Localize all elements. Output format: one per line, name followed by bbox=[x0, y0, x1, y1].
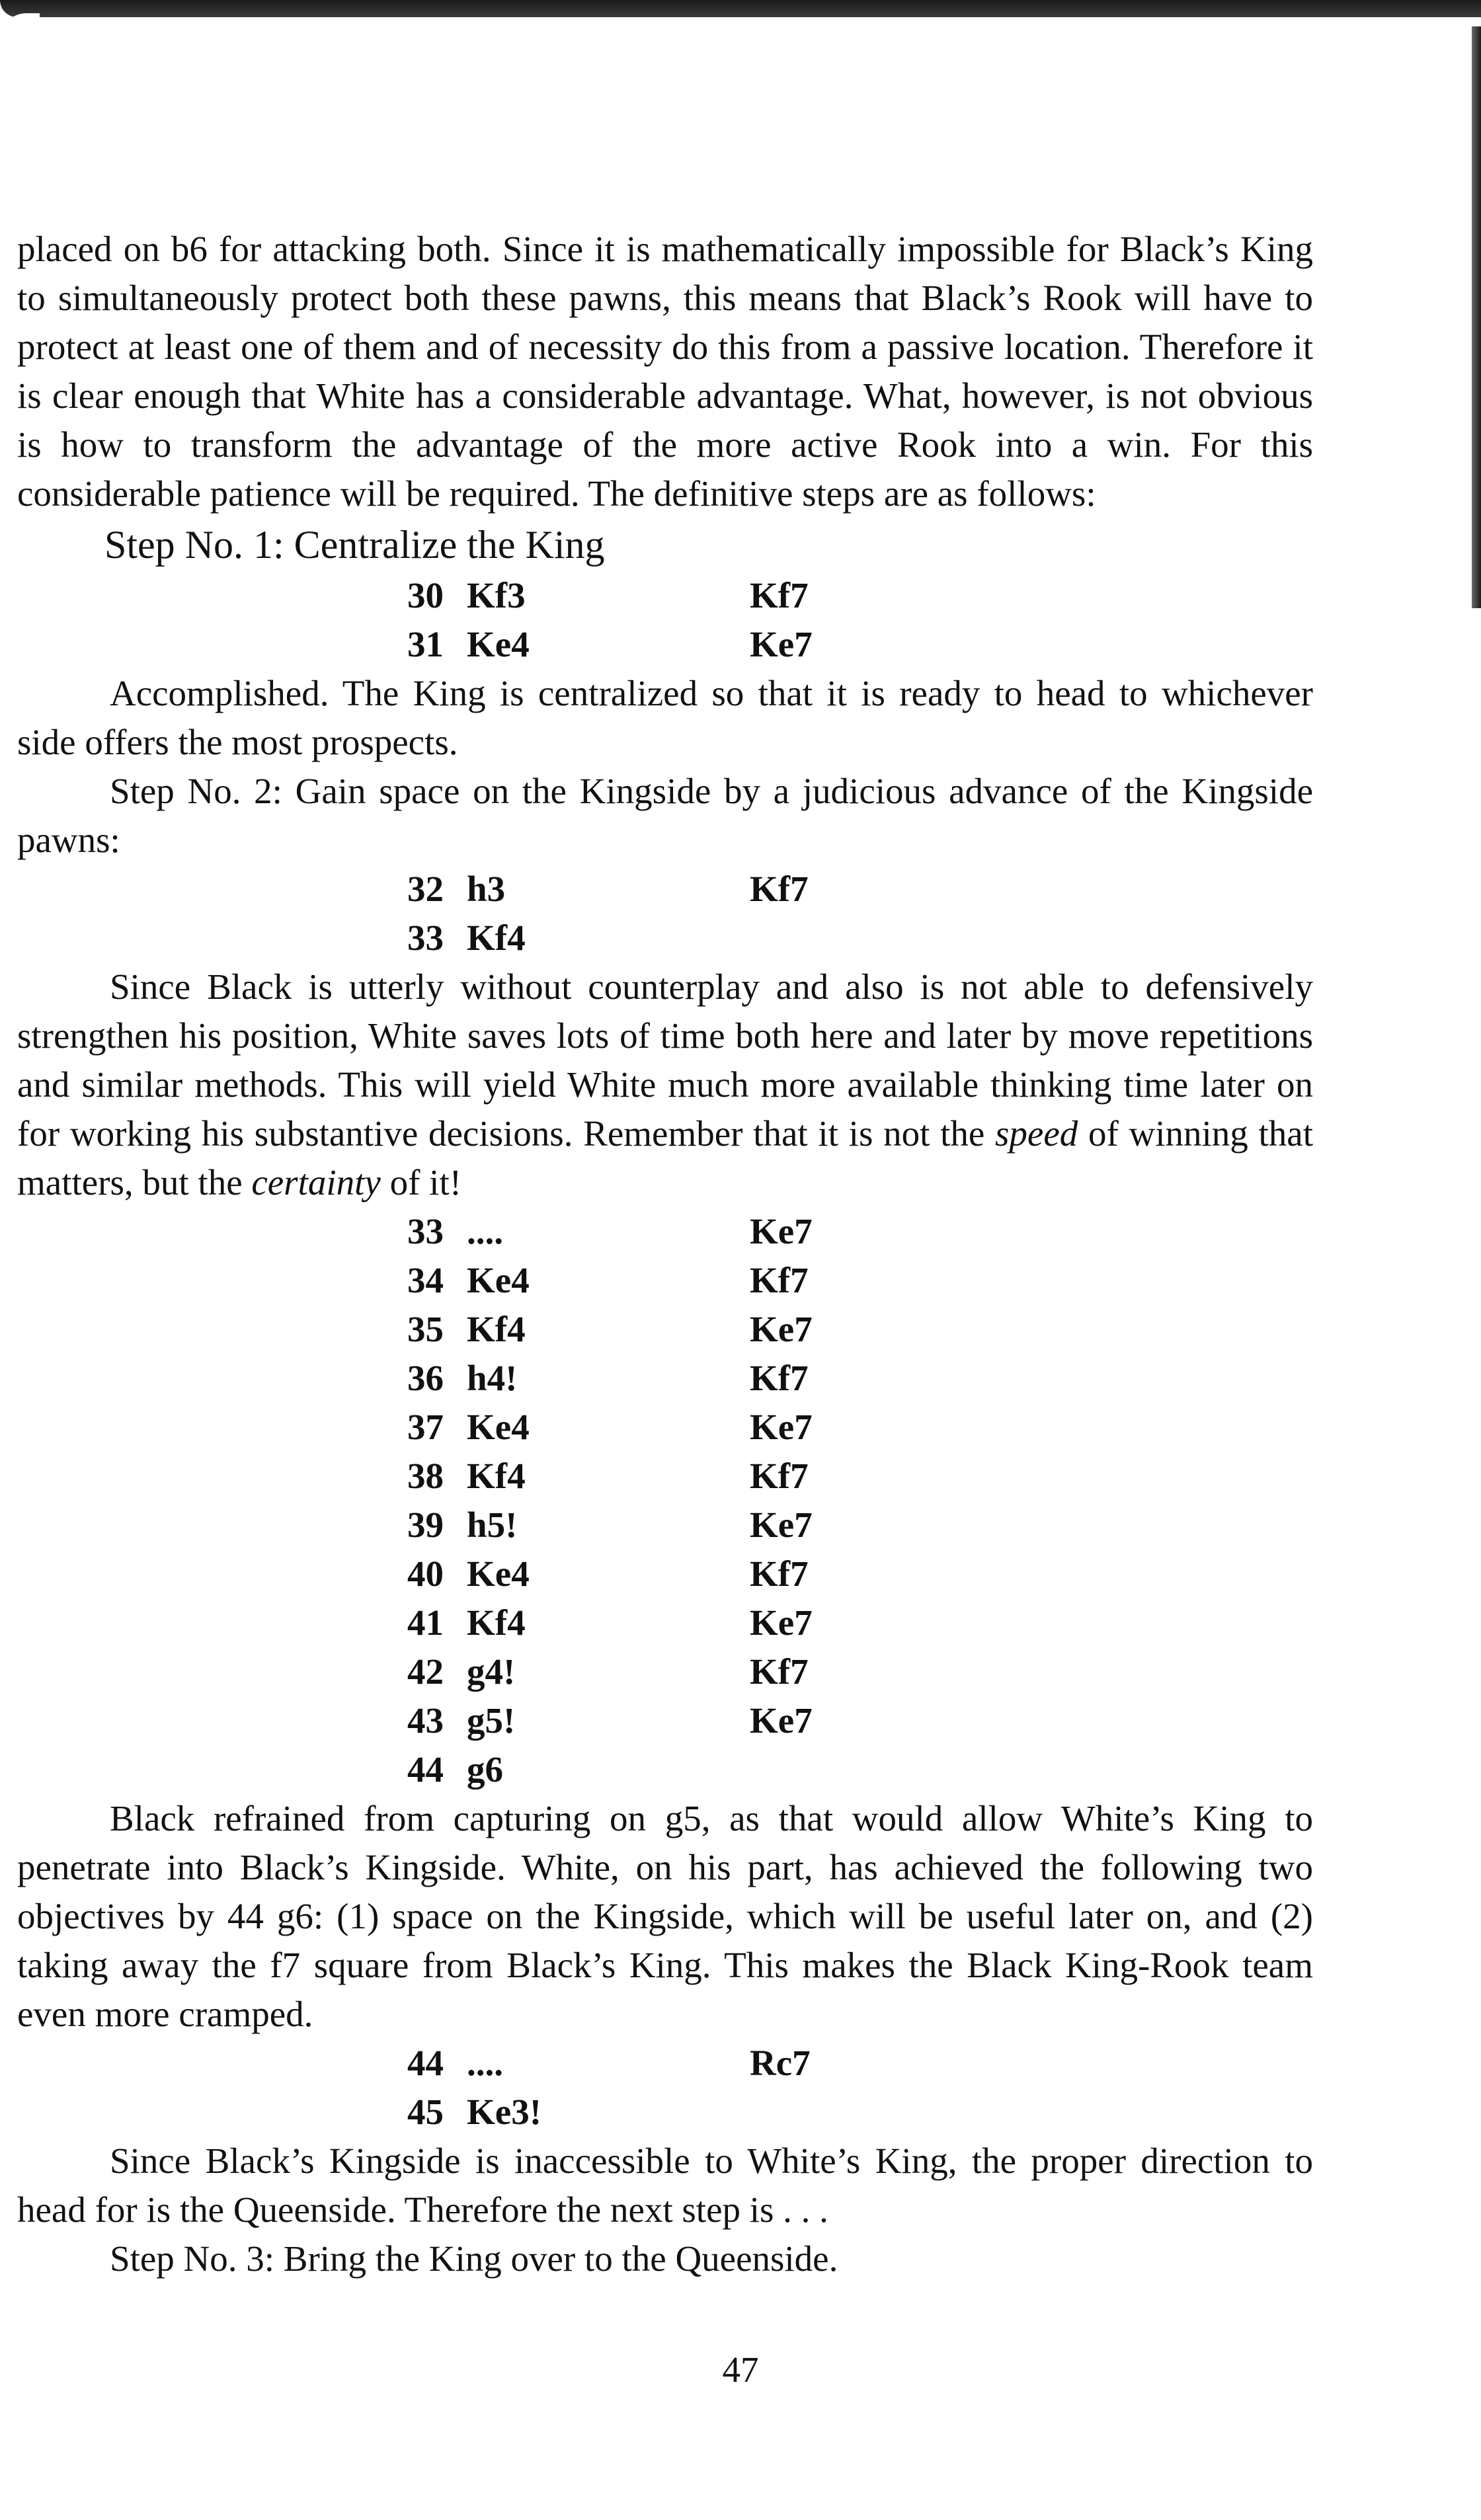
move-number: 42 bbox=[407, 1651, 444, 1692]
page-top-shadow bbox=[0, 0, 1481, 17]
white-move: Ke4 bbox=[467, 1407, 530, 1447]
move-row bbox=[17, 1745, 1313, 1794]
white-move: h5! bbox=[467, 1505, 518, 1545]
move-number: 43 bbox=[407, 1700, 444, 1741]
black-move: Kf7 bbox=[750, 1651, 809, 1692]
black-move: Ke7 bbox=[750, 624, 813, 664]
step-1-heading: Step No. 1: Centralize the King bbox=[104, 523, 605, 567]
move-number: 34 bbox=[407, 1260, 444, 1300]
move-number: 44 bbox=[407, 2043, 444, 2083]
move-row bbox=[17, 1354, 1313, 1403]
white-move: g6 bbox=[467, 1749, 503, 1790]
black-move: Ke7 bbox=[750, 1309, 813, 1349]
black-move: Ke7 bbox=[750, 1602, 813, 1643]
black-move: Ke7 bbox=[750, 1211, 813, 1251]
move-row bbox=[17, 2088, 1313, 2137]
move-number: 44 bbox=[407, 1749, 444, 1790]
paragraph-6: Since Black’s Kingside is inaccessible to White’s King, the proper direction to head for is the Queenside. Therefore the next step is . . . bbox=[17, 2141, 1313, 2230]
black-move: Kf7 bbox=[750, 869, 809, 909]
emphasis-speed: speed bbox=[995, 1113, 1078, 1154]
move-row bbox=[17, 1305, 1313, 1354]
paragraph-4 bbox=[17, 963, 1313, 1207]
move-number: 40 bbox=[407, 1554, 444, 1594]
page-number: 47 bbox=[722, 2349, 759, 2390]
black-move: Kf7 bbox=[750, 1554, 809, 1594]
paragraph-4-text-b: of winning that matters, but the bbox=[17, 1113, 1313, 1202]
move-row bbox=[17, 1696, 1313, 1745]
white-move: Ke3! bbox=[467, 2092, 542, 2132]
white-move: Ke4 bbox=[467, 1554, 530, 1594]
move-number: 37 bbox=[407, 1407, 444, 1447]
white-move: Kf4 bbox=[467, 918, 526, 958]
paragraph-5: Black refrained from capturing on g5, as that would allow White’s King to penetrate into Black’s Kingside. White, on his part, has achieved the following two objectives by 44 g6: (1) space on the Kingside, which will be useful later on, and (2) taking away the f7 square from Black’s King. This makes the Black King-Rook team even more cramped. bbox=[17, 1798, 1313, 2034]
white-move: Ke4 bbox=[467, 1260, 530, 1300]
move-number: 33 bbox=[407, 918, 444, 958]
move-row bbox=[17, 1403, 1313, 1452]
move-number: 45 bbox=[407, 2092, 444, 2132]
black-move: Rc7 bbox=[750, 2043, 811, 2083]
move-number: 35 bbox=[407, 1309, 444, 1349]
white-move: .... bbox=[467, 1211, 503, 1251]
white-move: Kf4 bbox=[467, 1309, 526, 1349]
move-row bbox=[17, 914, 1313, 963]
white-move: g4! bbox=[467, 1651, 516, 1692]
black-move: Kf7 bbox=[750, 1456, 809, 1496]
moves-block-a bbox=[17, 571, 1313, 669]
move-row bbox=[17, 1598, 1313, 1647]
page-right-shadow bbox=[1472, 26, 1481, 608]
white-move: Kf4 bbox=[467, 1456, 526, 1496]
move-row bbox=[17, 1647, 1313, 1696]
black-move: Ke7 bbox=[750, 1505, 813, 1545]
move-row bbox=[17, 865, 1313, 914]
paragraph-1: placed on b6 for attacking both. Since it is mathematically impossible for Black’s King to simultaneously protect both these pawns, this means that Black’s Rook will have to protect at least one of them and of necessity do this from a passive location. Therefore it is clear enough that White has a considerable advantage. What, however, is not obvious is how to transform the advantage of the more active Rook into a win. For this considerable patience will be required. The definitive steps are as follows: bbox=[17, 229, 1313, 514]
page-text bbox=[17, 225, 1313, 2283]
move-number: 38 bbox=[407, 1456, 444, 1496]
move-number: 41 bbox=[407, 1602, 444, 1643]
move-row bbox=[17, 620, 1313, 669]
white-move: .... bbox=[467, 2043, 503, 2083]
emphasis-certainty: certainty bbox=[251, 1162, 381, 1202]
white-move: Kf3 bbox=[467, 575, 526, 615]
move-number: 30 bbox=[407, 575, 444, 615]
white-move: Kf4 bbox=[467, 1602, 526, 1643]
move-row bbox=[17, 1256, 1313, 1305]
move-row bbox=[17, 1452, 1313, 1501]
black-move: Kf7 bbox=[750, 575, 809, 615]
black-move: Ke7 bbox=[750, 1407, 813, 1447]
white-move: h3 bbox=[467, 869, 506, 909]
black-move: Kf7 bbox=[750, 1358, 809, 1398]
white-move: Ke4 bbox=[467, 624, 530, 664]
white-move: g5! bbox=[467, 1700, 516, 1741]
move-number: 33 bbox=[407, 1211, 444, 1251]
move-row bbox=[17, 1501, 1313, 1550]
paragraph-4-text-a: Since Black is utterly without counterplay and also is not able to defensively strengthen his position, White saves lots of time both here and later by move repetitions and similar methods. This will yield White much more available thinking time later on for working his substantive decisions. Remember that it is not the bbox=[17, 966, 1313, 1154]
black-move: Kf7 bbox=[750, 1260, 809, 1300]
move-number: 32 bbox=[407, 869, 444, 909]
white-move: h4! bbox=[467, 1358, 518, 1398]
paragraph-7: Step No. 3: Bring the King over to the Queenside. bbox=[110, 2238, 838, 2279]
move-number: 36 bbox=[407, 1358, 444, 1398]
move-row bbox=[17, 1550, 1313, 1598]
move-row bbox=[17, 1207, 1313, 1256]
moves-block-d bbox=[17, 2039, 1313, 2137]
move-row bbox=[17, 571, 1313, 620]
black-move: Ke7 bbox=[750, 1700, 813, 1741]
move-row bbox=[17, 2039, 1313, 2088]
move-number: 31 bbox=[407, 624, 444, 664]
paragraph-2: Accomplished. The King is centralized so that it is ready to head to whichever side offers the most prospects. bbox=[17, 673, 1313, 762]
moves-block-b bbox=[17, 865, 1313, 963]
move-number: 39 bbox=[407, 1505, 444, 1545]
paragraph-4-text-c: of it! bbox=[380, 1162, 462, 1202]
moves-block-c bbox=[17, 1207, 1313, 1794]
paragraph-3: Step No. 2: Gain space on the Kingside by a judicious advance of the Kingside pawns: bbox=[17, 771, 1313, 860]
